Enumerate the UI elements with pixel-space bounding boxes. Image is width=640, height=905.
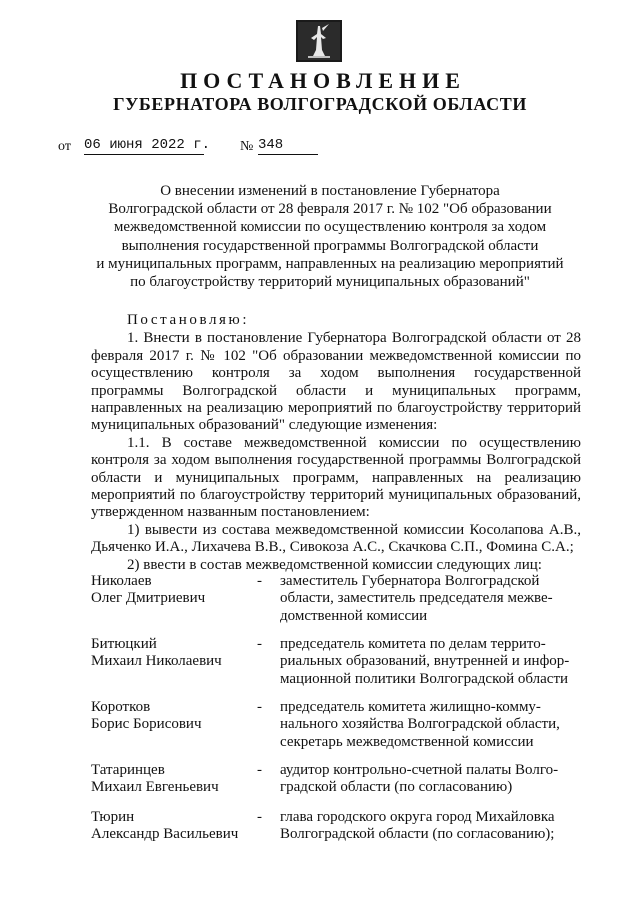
member-given-name: Борис Борисович [91,716,202,733]
role-line: области, заместитель председателя межве- [280,590,553,607]
subject-line: Волгоградской области от 28 февраля 2017 г. № 102 "Об образовании [108,201,552,218]
paragraph-add: 2) ввести в состав межведомственной комиссии следующих лиц: [127,556,542,573]
document-body [91,312,581,574]
document-subtitle: ГУБЕРНАТОРА ВОЛГОГРАДСКОЙ ОБЛАСТИ [113,94,527,114]
subject-line: О внесении изменений в постановление Губернатора [160,183,500,199]
date-value: 06 июня 2022 г. [84,137,211,153]
dash-separator: - [257,636,262,652]
role-line: глава городского округа город Михайловка [280,809,555,825]
document-title: ПОСТАНОВЛЕНИЕ [180,68,466,93]
coat-of-arms-emblem [296,20,342,62]
dash-separator: - [257,809,262,825]
number-label: № [240,139,254,154]
member-name [91,762,251,797]
dash-separator: - [257,762,262,778]
paragraph-1: 1. Внести в постановление Губернатора Волгоградской области от 28 февраля 2017 г. № 102 "Об образовании межведомственной комиссии по осуществлению контроля за ходом выполнения государственной программы Волгоградской области и муниципальных программ, направленных на реализацию мероприятий по благоустройству территорий муниципальных образований" следующие изменения: [91,330,581,434]
number-value: 348 [258,137,318,155]
member-name [91,699,251,734]
subject-line: выполнения государственной программы Волгоградской области [121,237,539,254]
paragraph-1-1: 1.1. В составе межведомственной комиссии по осуществлению контроля за ходом выполнения государственной программы Волгоградской области и муниципальных программ, направленных на реализацию мероприятий по благоустройству территорий муниципальных образований, утвержденном названным постановлением: [91,434,581,521]
subject-line: межведомственной комиссии по осуществлению контроля за ходом [113,219,547,236]
member-role [280,699,573,751]
document-meta [58,137,358,157]
member-name [91,636,251,671]
member-surname: Тюрин [91,809,135,825]
document-subject [80,182,580,291]
dash-separator: - [257,573,262,589]
member-surname: Татаринцев [91,762,165,778]
role-line: домственной комиссии [280,607,428,624]
role-line: секретарь межведомственной комиссии [280,733,534,750]
member-role [280,573,573,625]
member-role [280,762,573,797]
role-line: председатель комитета жилищно-комму- [280,699,541,715]
member-name [91,573,251,608]
role-line: аудитор контрольно-счетной палаты Волго- [280,762,559,778]
member-role [280,636,573,688]
dash-separator: - [257,699,262,715]
member-given-name: Олег Дмитриевич [91,590,206,607]
member-surname: Коротков [91,699,151,715]
member-surname: Николаев [91,573,152,589]
member-name [91,809,251,844]
role-line: мационной политики Волгоградской области [280,670,569,687]
role-line: градской области (по согласованию) [280,779,513,796]
role-line: заместитель Губернатора Волгоградской [280,573,540,589]
subject-line: и муниципальных программ, направленных на реализацию мероприятий [96,255,564,272]
role-line: риальных образований, внутренней и инфор- [280,653,570,670]
role-line: председатель комитета по делам террито- [280,636,546,652]
member-given-name: Михаил Евгеньевич [91,779,219,796]
member-given-name: Михаил Николаевич [91,653,222,670]
member-given-name: Александр Васильевич [91,826,239,843]
member-role [280,809,573,844]
paragraph-remove: 1) вывести из состава межведомственной комиссии Косолапова А.В., Дьяченко И.А., Лихачева В.В., Сивокоза А.С., Скачкова С.П., Фомина С.А.; [91,521,581,556]
role-line: нального хозяйства Волгоградской области, [280,716,560,733]
decree-word: Постановляю: [127,312,250,328]
subject-line: по благоустройству территорий муниципальных образований" [130,274,530,291]
date-label: от [58,139,71,154]
member-surname: Битюцкий [91,636,157,652]
role-line: Волгоградской области (по согласованию); [280,826,555,843]
